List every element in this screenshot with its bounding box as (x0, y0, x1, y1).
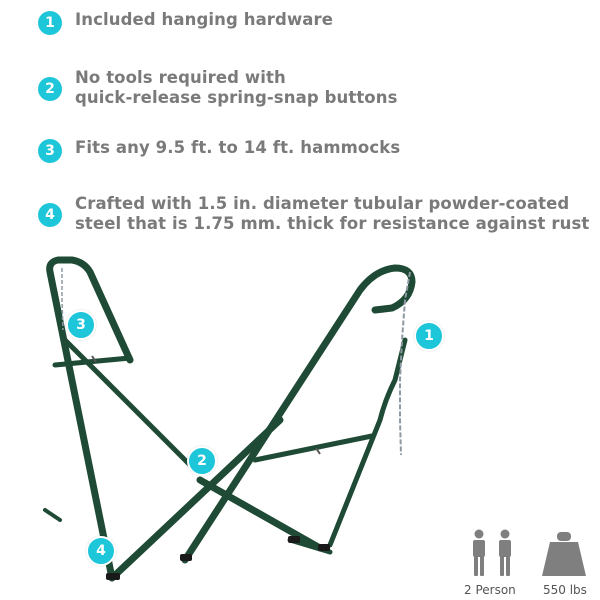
feature-number-badge: 1 (38, 11, 62, 35)
weight-icon (540, 532, 588, 578)
feature-number-badge: 4 (38, 203, 62, 227)
feature-number-badge: 3 (38, 139, 62, 163)
feature-line: Crafted with 1.5 in. diameter tubular powder-coated (75, 194, 570, 213)
feature-line: Included hanging hardware (75, 10, 334, 29)
stand-frame (45, 260, 412, 578)
person-pair-icon (466, 528, 518, 580)
callout-3: 3 (66, 310, 96, 340)
feature-number-badge: 2 (38, 77, 62, 101)
feature-line: No tools required with (75, 68, 286, 87)
capacity-person-label: 2 Person (464, 583, 516, 597)
capacity-weight-label: 550 lbs (543, 583, 587, 597)
feature-line: quick-release spring-snap buttons (75, 88, 398, 107)
callout-1: 1 (414, 321, 444, 351)
base-left (112, 420, 280, 578)
right-arm (185, 268, 412, 560)
foot-caps (106, 536, 330, 580)
callout-4: 4 (86, 536, 116, 566)
feature-line: steel that is 1.75 mm. thick for resistance against rust (75, 214, 590, 233)
callout-2: 2 (187, 446, 217, 476)
feature-line: Fits any 9.5 ft. to 14 ft. hammocks (75, 138, 401, 157)
right-crossbar (255, 436, 372, 460)
